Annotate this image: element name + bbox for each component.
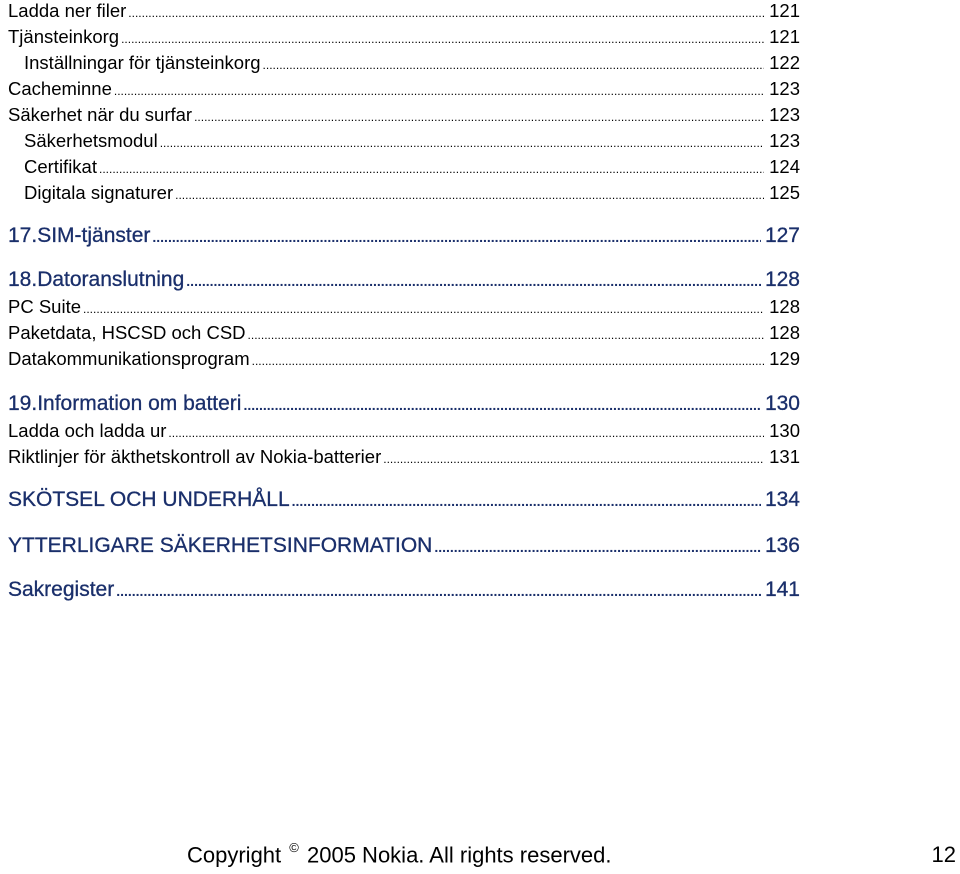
toc-entry-page: 122 bbox=[769, 52, 800, 73]
toc-entry-page: 141 bbox=[764, 578, 800, 601]
toc-entry-title: Datakommunikationsprogram bbox=[8, 348, 250, 369]
toc-entry-page: 131 bbox=[769, 446, 800, 467]
toc-entry[interactable] bbox=[8, 322, 800, 348]
toc-chapter-entry[interactable] bbox=[8, 534, 800, 560]
toc-chapter-entry[interactable] bbox=[8, 224, 800, 250]
toc-chapter-entry[interactable] bbox=[8, 488, 800, 514]
toc-entry-page: 123 bbox=[769, 104, 800, 125]
toc-entry-page: 125 bbox=[769, 182, 800, 203]
toc-entry-page: 130 bbox=[769, 420, 800, 441]
dot-leader bbox=[114, 78, 764, 100]
toc-entry[interactable] bbox=[8, 130, 800, 156]
dot-leader bbox=[194, 104, 764, 126]
toc-entry[interactable] bbox=[8, 52, 800, 78]
toc-entry-page: 127 bbox=[764, 224, 800, 247]
toc-entry-title: Digitala signaturer bbox=[24, 182, 174, 203]
dot-leader bbox=[160, 130, 764, 152]
toc-entry[interactable] bbox=[8, 26, 800, 52]
dot-leader bbox=[83, 296, 764, 318]
toc-entry-title: PC Suite bbox=[8, 296, 82, 317]
toc-entry-title: 19.Information om batteri bbox=[8, 392, 242, 415]
toc-entry-title: 17.SIM-tjänster bbox=[8, 224, 151, 247]
toc-entry[interactable] bbox=[8, 348, 800, 374]
toc-entry[interactable] bbox=[8, 296, 800, 322]
toc-entry[interactable] bbox=[8, 104, 800, 130]
toc-entry-page: 128 bbox=[769, 322, 800, 343]
dot-leader bbox=[383, 446, 764, 468]
toc-entry[interactable] bbox=[8, 182, 800, 208]
toc-entry-title: 18.Datoranslutning bbox=[8, 268, 185, 291]
dot-leader bbox=[292, 488, 761, 512]
toc-entry-title: Ladda och ladda ur bbox=[8, 420, 167, 441]
toc-entry-title: SKÖTSEL OCH UNDERHÅLL bbox=[8, 488, 290, 511]
toc-entry[interactable] bbox=[8, 78, 800, 104]
page-footer bbox=[0, 840, 960, 874]
dot-leader bbox=[168, 420, 764, 442]
toc-entry-page: 123 bbox=[769, 130, 800, 151]
toc-entry-page: 130 bbox=[764, 392, 800, 415]
toc-entry-page: 134 bbox=[764, 488, 800, 511]
toc-entry-title: Inställningar för tjänsteinkorg bbox=[24, 52, 261, 73]
toc-entry[interactable] bbox=[8, 156, 800, 182]
toc-entry-page: 129 bbox=[769, 348, 800, 369]
toc-entry-page: 123 bbox=[769, 78, 800, 99]
dot-leader bbox=[152, 224, 761, 248]
toc-entry-title: Certifikat bbox=[24, 156, 97, 177]
toc-entry-title: Tjänsteinkorg bbox=[8, 26, 120, 47]
dot-leader bbox=[99, 156, 764, 178]
toc-entry-page: 128 bbox=[764, 268, 800, 291]
toc-entry-title: Paketdata, HSCSD och CSD bbox=[8, 322, 246, 343]
copyright-text: 2005 Nokia. All rights reserved. bbox=[307, 842, 612, 868]
toc-entry-page: 128 bbox=[769, 296, 800, 317]
toc-chapter-entry[interactable] bbox=[8, 578, 800, 604]
copyright-prefix: Copyright bbox=[187, 842, 282, 868]
dot-leader bbox=[252, 348, 764, 370]
copyright-symbol: © bbox=[289, 840, 299, 855]
toc-entry-page: 121 bbox=[769, 0, 800, 21]
toc-entry-title: Säkerhet när du surfar bbox=[8, 104, 193, 125]
toc-entry-title: Sakregister bbox=[8, 578, 115, 601]
page-number: 12 bbox=[931, 842, 956, 867]
toc-entry-page: 121 bbox=[769, 26, 800, 47]
toc-entry-title: Riktlinjer för äkthetskontroll av Nokia-batterier bbox=[8, 446, 382, 467]
toc-entry-page: 124 bbox=[769, 156, 800, 177]
dot-leader bbox=[116, 578, 761, 602]
copyright-notice bbox=[187, 842, 612, 868]
toc-entry[interactable] bbox=[8, 0, 800, 26]
dot-leader bbox=[243, 392, 761, 416]
dot-leader bbox=[434, 534, 761, 558]
dot-leader bbox=[263, 52, 764, 74]
dot-leader bbox=[186, 268, 761, 292]
toc-entry-title: Ladda ner filer bbox=[8, 0, 127, 21]
toc-entry-title: YTTERLIGARE SÄKERHETSINFORMATION bbox=[8, 534, 433, 557]
toc-chapter-entry[interactable] bbox=[8, 392, 800, 418]
toc-entry-page: 136 bbox=[764, 534, 800, 557]
toc-entry-title: Säkerhetsmodul bbox=[24, 130, 158, 151]
toc-entry[interactable] bbox=[8, 420, 800, 446]
toc-entry[interactable] bbox=[8, 446, 800, 472]
dot-leader bbox=[128, 0, 764, 22]
toc-entry-title: Cacheminne bbox=[8, 78, 112, 99]
dot-leader bbox=[175, 182, 764, 204]
dot-leader bbox=[121, 26, 764, 48]
toc-chapter-entry[interactable] bbox=[8, 268, 800, 294]
dot-leader bbox=[248, 322, 764, 344]
